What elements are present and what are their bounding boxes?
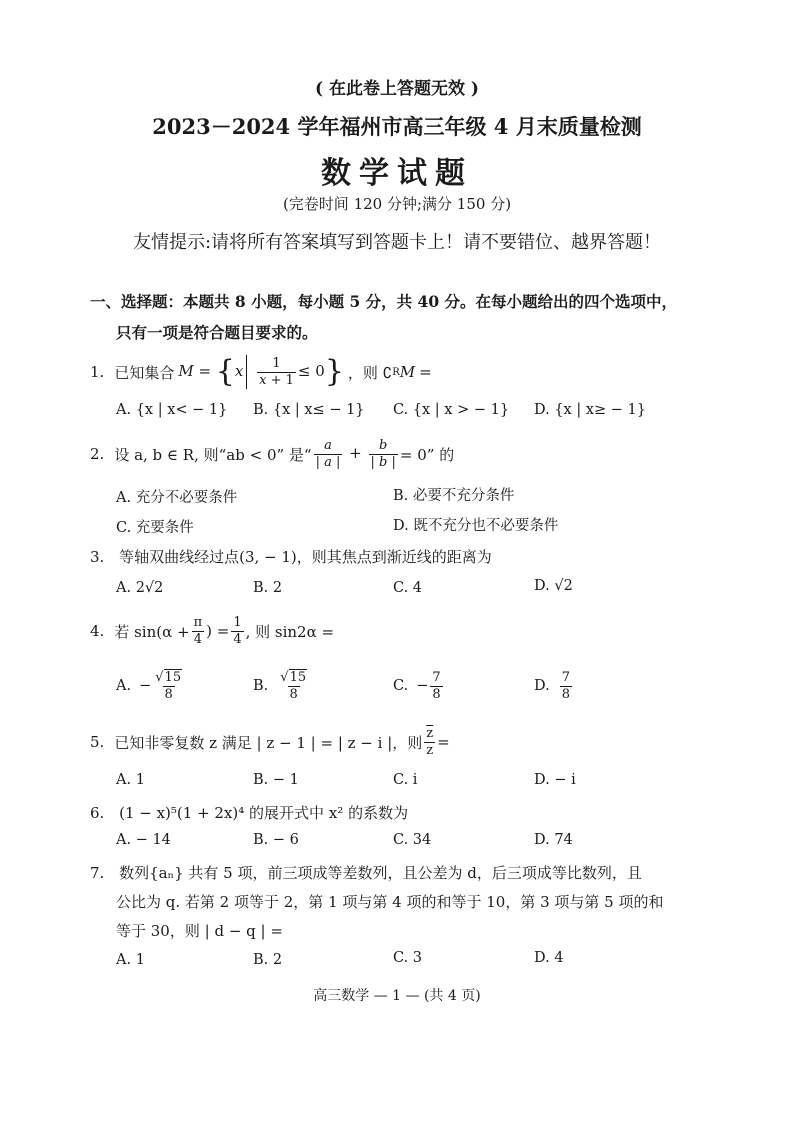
q3-option-a: A. 2√2 [116,580,164,596]
q7-line2: 公比为 q. 若第 2 项等于 2，第 1 项与第 4 项的和等于 10，第 3 项与第 5 项的和 [116,893,664,911]
q5-num: 5. [90,733,105,751]
q7-option-b: B. 2 [253,952,283,968]
q6-num: 6. [90,804,105,822]
q4-num: 4. [90,622,105,640]
q7-line1: 数列{aₙ} 共有 5 项，前三项成等差数列，且公差为 d，后三项成等比数列，且 [119,864,642,882]
q2-option-b: B. 必要不充分条件 [393,488,515,504]
q7-line3: 等于 30，则 | d − q | = [116,922,283,940]
notice: ( 在此卷上答题无效 ) [315,79,479,99]
q5-option-a: A. 1 [116,772,145,788]
q4-option-a: A. − $\frac{√15}{8}$ [116,669,182,702]
q4-text-a: 若 sin(α + [114,622,190,641]
q1-set-expr: M = {x $\frac{1}{x + 1}$ ≤ 0} [178,354,344,389]
section1-line1: 一、选择题：本题共 8 小题，每小题 5 分，共 40 分。在每小题给出的四个选项中， [90,292,678,311]
tip: 友情提示:请将所有答案填写到答题卡上！请不要错位、越界答题！ [132,232,662,253]
q4-pi-over-4: $\frac{\pi}{4}$ [193,614,203,647]
q5-option-b: B. − 1 [253,772,299,788]
q7-option-d: D. 4 [534,950,564,966]
q2-text-a: 设 a, b ∈ R, 则“ab < 0” 是“ [114,445,312,464]
time-info: (完卷时间 120 分钟;满分 150 分) [282,195,512,213]
q3-option-c: C. 4 [393,580,423,596]
q5-zbar-over-z: $\frac{\overline{z}}{z}$ [426,725,434,758]
question-1: 1. 已知集合 M = {x $\frac{1}{x + 1}$ ≤ 0} ，则 ∁ R M = [90,354,432,389]
question-5 [90,722,450,762]
q1-option-a: A. {x | x< − 1} [116,402,228,418]
q7-option-a: A. 1 [116,952,145,968]
q1-num: 1. [90,363,105,381]
section1-line2: 只有一项是符合题目要求的。 [116,323,318,342]
q2-fraction-expr: $\frac{a}{| a |}$ + $\frac{b}{| b |}$ [315,437,396,470]
q6-option-d: D. 74 [534,832,573,848]
q6-text: (1 − x)⁵(1 + 2x)⁴ 的展开式中 x² 的系数为 [119,804,409,822]
q1-text-b: ，则 ∁ [347,363,393,382]
q5-option-c: C. i [393,772,418,788]
q6-option-b: B. − 6 [253,832,299,848]
q1-text-a: 已知集合 [114,363,175,382]
q3-num: 3. [90,548,105,566]
question-4 [90,613,334,649]
q3-text: 等轴双曲线经过点(3, − 1)，则其焦点到渐近线的距离为 [119,548,492,566]
q1-option-c: C. {x | x > − 1} [393,402,510,418]
q4-option-c: C. − $\frac{7}{8}$ [393,669,441,702]
q7-num: 7. [90,864,105,882]
q4-text-b: ) = [206,622,230,640]
q4-option-d-label: D. [534,678,550,694]
q2-option-a: A. 充分不必要条件 [116,490,238,506]
subject-title: 数学试题 [321,156,473,191]
q3-option-b: B. 2 [253,580,283,596]
question-3 [90,546,492,567]
q1-option-d: D. {x | x≥ − 1} [534,402,646,418]
q1-text-c: = [419,363,432,381]
q4-option-d: D. $\frac{7}{8}$ [534,669,570,702]
q4-option-a-label: A. [116,678,132,694]
q4-option-c-label: C. [393,678,409,694]
q4-option-b-label: B. [253,678,269,694]
page-footer: 高三数学 — 1 — (共 4 页) [313,988,481,1004]
q5-option-d: D. − i [534,772,576,788]
q2-option-d: D. 既不充分也不必要条件 [393,518,559,534]
q2-text-b: = 0” 的 [399,445,455,464]
question-6 [90,802,408,823]
q6-option-c: C. 34 [393,832,432,848]
q4-text-c: , 则 sin2α = [245,622,335,641]
q6-option-a: A. − 14 [116,832,171,848]
q1-option-b: B. {x | x≤ − 1} [253,402,365,418]
exam-title: 2023－2024 学年福州市高三年级 4 月末质量检测 [152,114,642,139]
q2-option-c: C. 充要条件 [116,520,194,536]
q7-option-c: C. 3 [393,950,423,966]
question-2 [90,436,454,472]
q5-text-b: = [437,733,450,751]
q4-option-b: B. $\frac{√15}{8}$ [253,669,307,702]
question-7 [90,862,642,883]
q2-num: 2. [90,445,105,463]
q4-one-quarter: $\frac{1}{4}$ [233,614,242,647]
q5-text-a: 已知非零复数 z 满足 | z − 1 | = | z − i |，则 [114,733,423,752]
q3-option-d: D. √2 [534,578,573,594]
